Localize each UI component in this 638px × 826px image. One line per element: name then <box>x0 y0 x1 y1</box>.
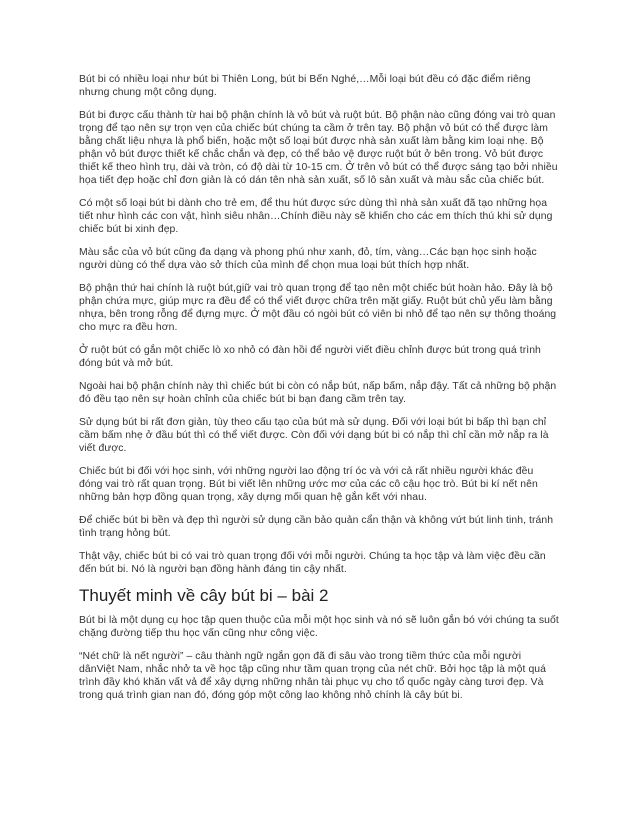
paragraph: Có một số loại bút bi dành cho trẻ em, để thu hút được sức dùng thì nhà sản xuất đã tạo những họa tiết như hình các con vật, hình siêu nhân…Chính điều này sẽ khiến cho các em thích thú khi sử dụng chiếc bút bi xinh đẹp. <box>79 198 553 235</box>
paragraph: Ngoài hai bộ phận chính này thì chiếc bút bi còn có nắp bút, nấp bấm, nắp đậy. Tất cả những bộ phận đó đều tạo nên sự hoàn chỉnh của chiếc bút bi bạn đang cầm trên tay. <box>79 381 557 405</box>
paragraph: Chiếc bút bi đối với học sinh, với những người lao động trí óc và với cả rất nhiều người khác đều đóng vai trò rất quan trọng. Bút bi viết lên những ước mơ của các cô cậu học trò. Bút bi kí nết nên những bản hợp đồng quan trọng, xây dựng mối quan hệ gắn kết với nhau. <box>79 466 538 503</box>
paragraph: Bút bi được cấu thành từ hai bộ phận chính là vỏ bút và ruột bút. Bộ phận nào cũng đóng vai trò quan trọng để tạo nên sự trọn vẹn của chiếc bút chúng ta cầm ở trên tay. Bộ phận vỏ bút có thể được làm bằng chất liệu nhựa là phổ biến, hoặc một số loại bút được nhà sản xuất làm bằng kim loại nhẹ. Bộ phận vỏ bút được thiết kế chắc chắn và đẹp, có thể bảo vệ được ruột bút ở bên trong. Vỏ bút được thiết kế theo hình trụ, dài và tròn, có độ dài từ 10-15 cm. Ở trên vỏ bút có thể được sáng tạo bởi nhiều họa tiết đẹp hoặc chỉ đơn giản là có dán tên nhà sản xuất, số lô sản xuất và màu sắc của chiếc bút. <box>79 110 558 186</box>
paragraph: Bút bi có nhiều loại như bút bi Thiên Long, bút bi Bến Nghé,…Mỗi loại bút đều có đặc điểm riêng nhưng chung một công dụng. <box>79 74 531 98</box>
paragraph: Để chiếc bút bi bền và đẹp thì người sử dụng cần bảo quản cẩn thận và không vứt bút linh tinh, tránh tình trạng hỏng bút. <box>79 515 554 539</box>
paragraph: Bộ phận thứ hai chính là ruột bút,giữ vai trò quan trọng để tạo nên một chiếc bút hoàn hảo. Đây là bộ phận chứa mực, giúp mực ra đều để có thể viết được chữa trên mặt giấy. Ruột bút chủ yếu làm bằng nhựa, bên trong rỗng để đựng mực. Ở một đầu có ngòi bút có viên bi nhỏ để tạo nên sự thông thoáng cho mực ra đều hơn. <box>79 283 557 333</box>
paragraph: “Nét chữ là nết người” – câu thành ngữ ngắn gọn đã đi sâu vào trong tiềm thức của mỗi người dânViệt Nam, nhắc nhở ta về học tập cũng như tầm quan trọng của nét chữ. Bởi học tập là một quá trình đầy khó khăn vất vả để xây dựng những nhân tài phục vụ cho tổ quốc ngày càng tươi đẹp. Và trong quá trình gian nan đó, đóng góp một công lao không nhỏ chính là cây bút bi. <box>79 651 547 701</box>
document-page <box>79 73 559 712</box>
paragraph: Bút bi là một dụng cụ học tập quen thuộc của mỗi một học sinh và nó sẽ luôn gắn bó với chúng ta suốt chặng đường tiếp thu học vấn cũng như công việc. <box>79 615 559 639</box>
paragraph: Thật vậy, chiếc bút bi có vai trò quan trọng đối với mỗi người. Chúng ta học tập và làm việc đều cần đến bút bi. Nó là người bạn đồng hành đáng tin cậy nhất. <box>79 551 546 575</box>
paragraph: Ở ruột bút có gắn một chiếc lò xo nhỏ có đàn hồi để người viết điều chỉnh được bút trong quá trình đóng bút và mở bút. <box>79 345 541 369</box>
section-heading: Thuyết minh về cây bút bi – bài 2 <box>79 586 329 605</box>
paragraph: Màu sắc của vỏ bút cũng đa dạng và phong phú như xanh, đỏ, tím, vàng…Các bạn học sinh hoặc người dùng có thể dựa vào sở thích của mình để chọn mua loại bút thích hợp nhất. <box>79 247 537 271</box>
paragraph: Sử dụng bút bi rất đơn giản, tùy theo cấu tạo của bút mà sử dụng. Đối với loại bút bi bấp thì bạn chỉ cầm bấm nhẹ ở đầu bút thì có thể viết được. Còn đối với dạng bút bi có nắp thì chỉ cần mở nắp ra là viết được. <box>79 417 549 454</box>
